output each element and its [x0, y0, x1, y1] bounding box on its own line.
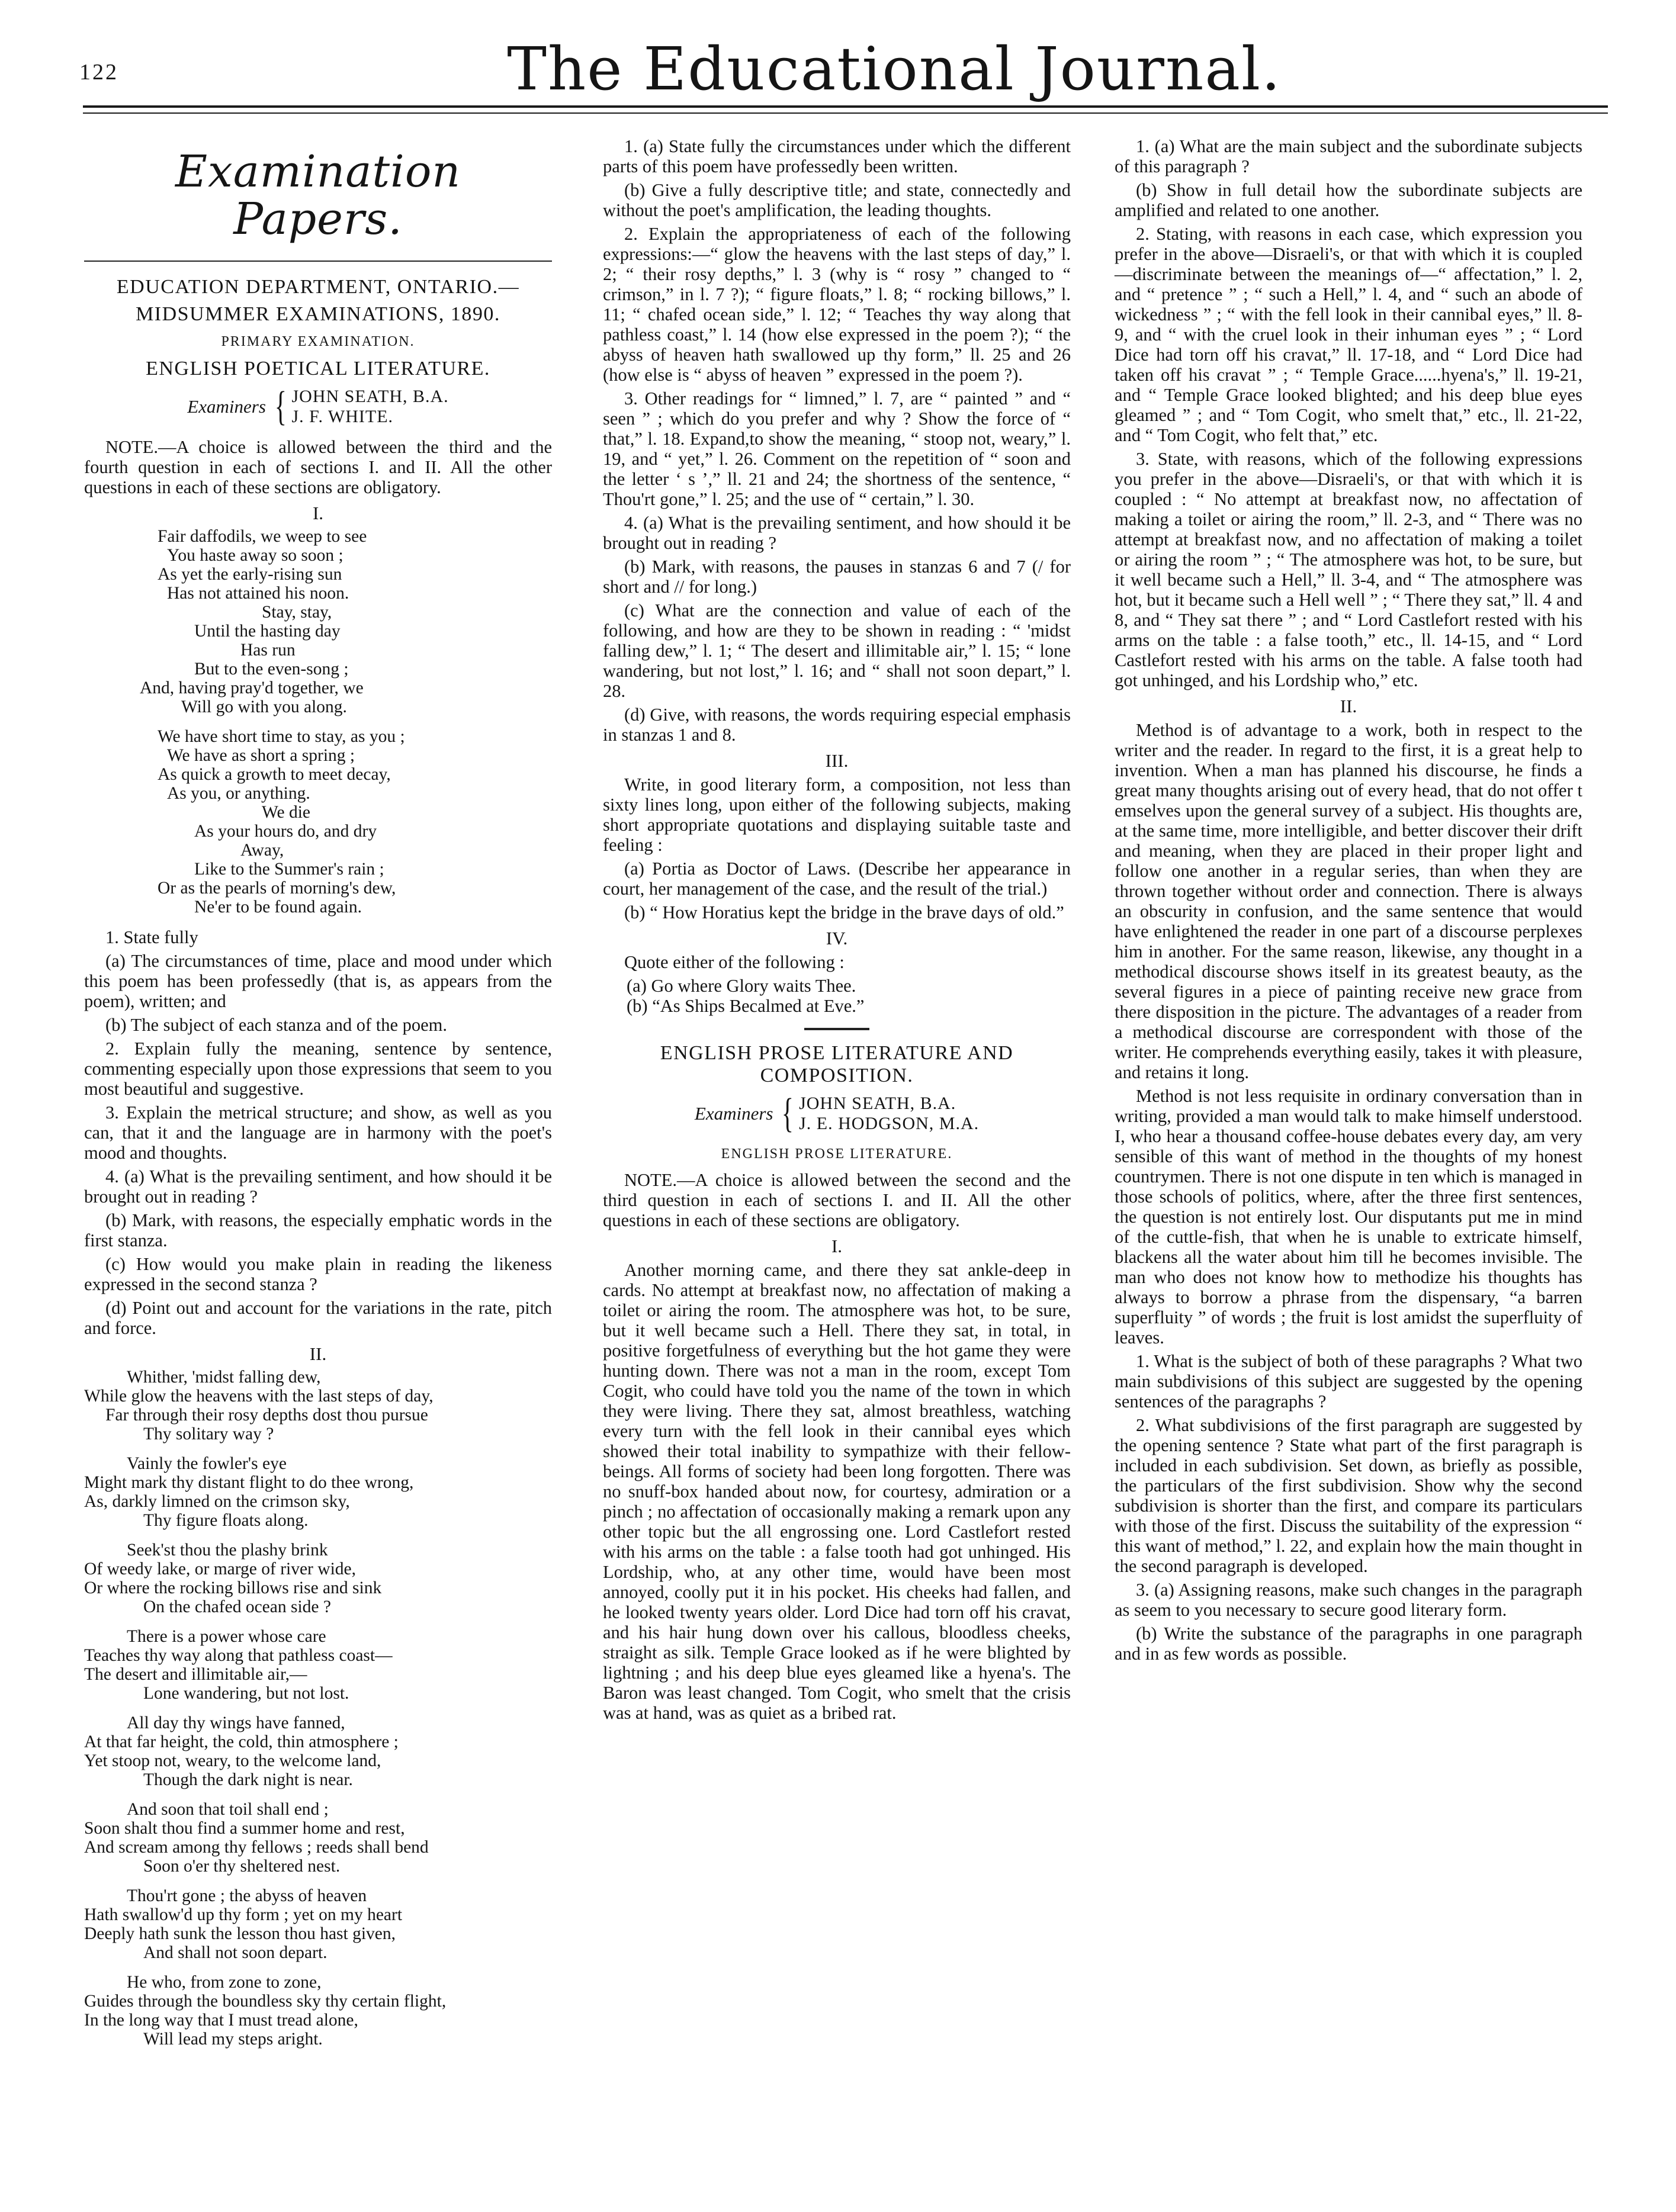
poem-line: And scream among thy fellows ; reeds shall bend — [84, 1838, 429, 1857]
poem-line: You haste away so soon ; — [167, 546, 343, 565]
poem-line: Though the dark night is near. — [143, 1770, 353, 1789]
poem-line: Lone wandering, but not lost. — [143, 1684, 349, 1703]
department-heading: EDUCATION DEPARTMENT, ONTARIO.— — [116, 276, 520, 298]
examiner-name: JOHN SEATH, B.A. — [799, 1094, 956, 1113]
question: (b) “As Ships Becalmed at Eve.” — [627, 996, 865, 1016]
question: Quote either of the following : — [624, 952, 845, 972]
examiner-name: JOHN SEATH, B.A. — [291, 387, 449, 406]
examiners-block — [84, 386, 552, 427]
question: (b) The subject of each stanza and of the poem. — [105, 1015, 448, 1035]
section-title: Examination Papers. — [175, 146, 461, 245]
poem-line: At that far height, the cold, thin atmosphere ; — [84, 1732, 399, 1751]
note: NOTE.—A choice is allowed between the third and the fourth question in each of sections I. and II. All the other questions in each of these sections are obligatory. — [84, 437, 552, 497]
brace-icon: { — [782, 1091, 794, 1136]
poem-line: As yet the early-rising sun — [158, 565, 342, 584]
poem-line: Seek'st thou the plashy brink — [127, 1541, 328, 1560]
poem-line: Teaches thy way along that pathless coast— — [84, 1646, 393, 1665]
poem-line: And soon that toil shall end ; — [127, 1800, 329, 1819]
question: (b) Write the substance of the paragraphs in one paragraph and in as few words as possible. — [1115, 1623, 1582, 1664]
question: (b) “ How Horatius kept the bridge in the brave days of old.” — [624, 902, 1064, 922]
poem-line: As quick a growth to meet decay, — [158, 765, 391, 784]
prose-passage: Method is of advantage to a work, both in respect to the writer and the reader. In regard to the first, it is a great help to invention. When a man has planned his discourse, he finds a great many thoughts arising out of every head, that do not offer t emselves upon the general survey of a subject. His thoughts are, at the same time, more intelligible, and better discover their drift and meaning, when they are placed in their proper light and follow one another in a regular series, than when they are thrown together without order and connection. There is always an obscurity in confusion, and the same sentence that would have enlightened the reader in one part of a discourse perplexes him in another. For the same reason, likewise, any thought in a methodical discourse shows itself in its greatest beauty, as the several figures in a piece of painting receive new grace from there disposition in the picture. The advantages of a reader from a methodical discourse are correspondent with those of the writer. He comprehends everything easily, takes it with pleasure, and retains it long. — [1115, 720, 1582, 1082]
question: (b) Show in full detail how the subordinate subjects are amplified and related to one another. — [1115, 180, 1582, 220]
section-number: IV. — [826, 928, 848, 949]
question: Write, in good literary form, a composition, not less than sixty lines long, upon either of the following subjects, making short appropriate quotations and displaying suitable taste and feeling : — [603, 774, 1071, 855]
poem-line: But to the even-song ; — [194, 660, 349, 679]
poem-line: Guides through the boundless sky thy certain flight, — [84, 1992, 447, 2011]
question: 2. What subdivisions of the first paragraph are suggested by the opening sentence ? State what part of the first paragraph is included in each subdivision. Set down, as briefly as possible, the particulars of the first subdivision. Show why the second subdivision is shorter than the first, and compare its particulars with those of the first. Discuss the suitability of the expression “ this want of method,” l. 22, and explain how the main thought in the second paragraph is developed. — [1115, 1415, 1582, 1576]
poem-line: And shall not soon depart. — [143, 1943, 328, 1962]
poem-line: Might mark thy distant flight to do thee wrong, — [84, 1473, 414, 1492]
poem-line: While glow the heavens with the last steps of day, — [84, 1387, 434, 1406]
poem-line: Thy solitary way ? — [143, 1425, 274, 1443]
question: 4. (a) What is the prevailing sentiment, and how should it be brought out in reading ? — [84, 1166, 552, 1207]
poem-line: Deeply hath sunk the lesson thou hast given, — [84, 1924, 396, 1943]
header-rule-thin — [83, 112, 1608, 114]
poem-line: As your hours do, and dry — [194, 822, 377, 841]
subheading: ENGLISH PROSE LITERATURE. — [721, 1146, 953, 1162]
poem-line: Yet stoop not, weary, to the welcome land, — [84, 1751, 381, 1770]
poem-line: Will lead my steps aright. — [143, 2030, 323, 2049]
poem-line: Whither, 'midst falling dew, — [127, 1368, 321, 1387]
examiners-block — [603, 1093, 1071, 1134]
poem-line: Thy figure floats along. — [143, 1511, 309, 1530]
poem-line: Fair daffodils, we weep to see — [158, 527, 367, 546]
journal-masthead: The Educational Journal. — [507, 34, 1282, 104]
question: (a) The circumstances of time, place and mood under which this poem has been professedly (that is, as appears from the poem), written; and — [84, 951, 552, 1011]
poem-line: We die — [262, 803, 310, 822]
question: (c) How would you make plain in reading the likeness expressed in the second stanza ? — [84, 1254, 552, 1294]
section-number: I. — [312, 503, 324, 523]
poem-stanza — [84, 1541, 552, 1616]
poem-line: Ne'er to be found again. — [194, 898, 362, 917]
examiner-name: J. E. HODGSON, M.A. — [799, 1114, 980, 1133]
exam-heading: MIDSUMMER EXAMINATIONS, 1890. — [136, 303, 500, 325]
poem-line: There is a power whose care — [127, 1627, 326, 1646]
prose-passage: Another morning came, and there they sat ankle-deep in cards. No attempt at breakfast now, no affectation of making a toilet or airing the room. The atmosphere was hot, to be sure, but it well became such a Hell. There they sat, in total, in positive forgetfulness of everything but the hot game they were hunting down. There was not a man in the room, except Tom Cogit, who could have told you the name of the town in which they were living. There they sat, almost breathless, watching every turn with the fell look in their cannibal eyes which showed their total inability to sympathize with their fellow-beings. All forms of society had been long forgotten. There was no snuff-box handed about now, for courtesy, admiration or a pinch ; no affectation of occasionally making a remark upon any other topic but the all engrossing one. Lord Castlefort rested with his arms on the table : a false tooth had got unhinged. His Lordship, who, at any other time, would have been most annoyed, coolly put it in his pocket. His cheeks had fallen, and he looked twenty years older. Lord Dice had torn off his cravat, and his hair hung down over his callous, bloodless cheeks, straight as silk. Temple Grace looked as if he were blighted by lightning ; and his deep blue eyes gleamed like a hyena's. The Baron was least changed. Tom Cogit, who smelt that the crisis was at hand, was as quiet as a bribed rat. — [603, 1260, 1071, 1723]
subject-heading: ENGLISH POETICAL LITERATURE. — [146, 358, 490, 380]
poem-line: We have short time to stay, as you ; — [158, 727, 405, 746]
poem-line: As you, or anything. — [167, 784, 310, 803]
poem-stanza — [84, 1454, 552, 1530]
poem-line: Will go with you along. — [181, 697, 347, 716]
poem-stanza — [84, 1627, 552, 1703]
primary-heading: PRIMARY EXAMINATION. — [221, 334, 415, 349]
poem-line: Until the hasting day — [194, 622, 341, 641]
note: NOTE.—A choice is allowed between the second and the third question in each of sections I. and II. All the other questions in each of these sections are obligatory. — [603, 1170, 1071, 1230]
brace-icon: { — [274, 384, 287, 429]
question: 3. Other readings for “ limned,” l. 7, are “ painted ” and “ seen ” ; which do you prefer and why ? Show the force of “ that,” l. 18. Expand,to show the meaning, “ stoop not, weary,” l. 19, and “ yet,” l. 26. Comment on the repetition of “ soon and the letter ‘ s ’,” ll. 21 and 24; the shortness of the sentence, “ Thou'rt gone,” l. 25; and the use of “ certain,” l. 30. — [603, 388, 1071, 509]
column-left — [84, 136, 552, 2059]
question: (b) Mark, with reasons, the especially emphatic words in the first stanza. — [84, 1210, 552, 1250]
header-rule — [83, 105, 1608, 108]
poem-line: Or as the pearls of morning's dew, — [158, 879, 396, 898]
poem-line: And, having pray'd together, we — [140, 679, 364, 697]
question: 1. What is the subject of both of these paragraphs ? What two main subdivisions of this subject are suggested by the opening sentences of the paragraphs ? — [1115, 1351, 1582, 1412]
question: 4. (a) What is the prevailing sentiment, and how should it be brought out in reading ? — [603, 513, 1071, 553]
poem-line: Soon o'er thy sheltered nest. — [143, 1857, 341, 1876]
prose-passage: Method is not less requisite in ordinary conversation than in writing, provided a man would talk to make himself understood. I, who hear a thousand coffee-house debates every day, am very sensible of this want of method in the thoughts of my honest countrymen. There is not one dispute in ten which is managed in those schools of politics, where, after the three first sentences, the question is not entirely lost. Our disputants put me in mind of the cuttle-fish, that when he is unable to extricate himself, blackens all the water about him till he becomes invisible. The man who does not know how to methodize his thoughts has always to borrow a phrase from the dispensary, “a barren superfluity ” of words ; the fruit is lost amidst the superfluity of leaves. — [1115, 1086, 1582, 1348]
poem-line: Hath swallow'd up thy form ; yet on my heart — [84, 1905, 403, 1924]
poem-stanza — [84, 1886, 552, 1962]
poem-line: Has not attained his noon. — [167, 584, 349, 603]
question: 3. Explain the metrical structure; and show, as well as you can, that it and the language are in harmony with the poet's mood and thoughts. — [84, 1102, 552, 1163]
section-number: II. — [1340, 696, 1357, 716]
question: 2. Stating, with reasons in each case, which expression you prefer in the above—Disraeli's, or that with which it is coupled—discriminate between the meanings of—“ affectation,” l. 2, and “ pretence ” ; “ such a Hell,” l. 4, and “ such an abode of wickedness ” ; “ with the fell look in their cannibal eyes,” ll. 8-9, and “ with the cruel look in their inhuman eyes ” ; “ Lord Dice had torn off his cravat,” ll. 17-18, and “ Lord Dice had taken off his cravat ” ; “ Temple Grace......hyena's,” ll. 19-21, and “ Temple Grace looked blighted; and his deep blue eyes gleamed ” ; and “ Tom Cogit, who smelt that,” etc., ll. 21-22, and “ Tom Cogit, who felt that,” etc. — [1115, 224, 1582, 445]
question: (c) What are the connection and value of each of the following, and how are they to be shown in reading : “ 'midst falling dew,” l. 1; “ The desert and illimitable air,” l. 15; “ lone wandering, but not lost,” l. 16; and “ shall not soon depart,” l. 28. — [603, 600, 1071, 701]
question: 1. State fully — [105, 927, 198, 947]
poem-line: Like to the Summer's rain ; — [194, 860, 384, 879]
question: 2. Explain fully the meaning, sentence by sentence, commenting especially upon those expressions that seem to you most beautiful and suggestive. — [84, 1039, 552, 1099]
poem-line: Or where the rocking billows rise and sink — [84, 1578, 382, 1597]
section-number: III. — [825, 750, 849, 771]
poem-line: On the chafed ocean side ? — [143, 1597, 331, 1616]
poem-line: He who, from zone to zone, — [127, 1973, 322, 1992]
examiners-label: Examiners — [694, 1103, 773, 1124]
question: 3. State, with reasons, which of the following expressions you prefer in the above—Disraeli's, or that with which it is coupled : “ No attempt at breakfast now, no affectation of making a toilet or airing the room,” ll. 2-3, and “ There was no attempt at breakfast now, and no affectation of making a toilet or airing the room ” ; “ The atmosphere was hot, to be sure, but it well became such a Hell,” ll. 3-4, and “ The atmosphere was hot, but it became such a Hell well ” ; “ There they sat,” ll. 4 and 8, and “ They sat there ” ; and “ Lord Castlefort rested with his arms on the table : a false tooth,” etc., ll. 14-15, and “ Lord Castlefort rested with his arms on the table. A false tooth had got unhinged, and his Lordship who,” etc. — [1115, 449, 1582, 690]
poem-line: In the long way that I must tread alone, — [84, 2011, 358, 2030]
question: (d) Point out and account for the variations in the rate, pitch and force. — [84, 1298, 552, 1338]
page-number: 122 — [79, 60, 118, 85]
poem-stanza — [84, 1973, 552, 2049]
question: (a) Go where Glory waits Thee. — [627, 976, 856, 996]
question: (d) Give, with reasons, the words requiring especial emphasis in stanzas 1 and 8. — [603, 705, 1071, 745]
poem-line: The desert and illimitable air,— — [84, 1665, 307, 1684]
section-number: I. — [831, 1236, 843, 1256]
poem-stanza — [84, 527, 552, 716]
column-right — [1115, 136, 1582, 1667]
question: (b) Mark, with reasons, the pauses in stanzas 6 and 7 (/ for short and // for long.) — [603, 557, 1071, 597]
examiners-label: Examiners — [187, 396, 266, 417]
poem-line: Soon shalt thou find a summer home and rest, — [84, 1819, 405, 1838]
poem-line: Away, — [240, 841, 284, 860]
poem-stanza — [84, 1800, 552, 1876]
question: (a) Portia as Doctor of Laws. (Describe her appearance in court, her management of the case, and the result of the trial.) — [603, 859, 1071, 899]
poem-line: As, darkly limned on the crimson sky, — [84, 1492, 350, 1511]
poem-stanza — [84, 1713, 552, 1789]
question: 3. (a) Assigning reasons, make such changes in the paragraph as seem to you necessary to secure good literary form. — [1115, 1580, 1582, 1620]
poem-line: Stay, stay, — [262, 603, 332, 622]
poem-line: We have as short a spring ; — [167, 746, 355, 765]
poem-line: Thou'rt gone ; the abyss of heaven — [127, 1886, 367, 1905]
poem-line: All day thy wings have fanned, — [127, 1713, 345, 1732]
divider — [84, 261, 552, 262]
subject-heading: ENGLISH PROSE LITERATURE AND COMPOSITION. — [660, 1042, 1014, 1086]
column-middle — [603, 136, 1071, 1726]
poem-line: Has run — [240, 641, 296, 660]
poem-line: Far through their rosy depths dost thou pursue — [105, 1406, 428, 1425]
question: 1. (a) What are the main subject and the subordinate subjects of this paragraph ? — [1115, 136, 1582, 176]
poem-stanza — [84, 1368, 552, 1443]
question: 2. Explain the appropriateness of each of the following expressions:—“ glow the heavens with the last steps of day,” l. 2; “ their rosy depths,” l. 3 (why is “ rosy ” changed to “ crimson,” in l. 7 ?); “ figure floats,” l. 8; “ rocking billows,” l. 11; “ chafed ocean side,” l. 12; “ Teaches thy way along that pathless coast,” l. 14 (how else expressed in the poem ?); “ the abyss of heaven hath swallowed up thy form,” ll. 25 and 26 (how else is “ abyss of heaven ” expressed in the poem ?). — [603, 224, 1071, 385]
divider — [804, 1028, 869, 1030]
section-number: II. — [309, 1343, 327, 1364]
poem-line: Vainly the fowler's eye — [127, 1454, 287, 1473]
question: 1. (a) State fully the circumstances under which the different parts of this poem have professedly been written. — [603, 136, 1071, 176]
question: (b) Give a fully descriptive title; and state, connectedly and without the poet's amplification, the leading thoughts. — [603, 180, 1071, 220]
poem-line: Of weedy lake, or marge of river wide, — [84, 1560, 356, 1578]
poem-stanza — [84, 727, 552, 917]
examiner-name: J. F. WHITE. — [291, 407, 394, 426]
